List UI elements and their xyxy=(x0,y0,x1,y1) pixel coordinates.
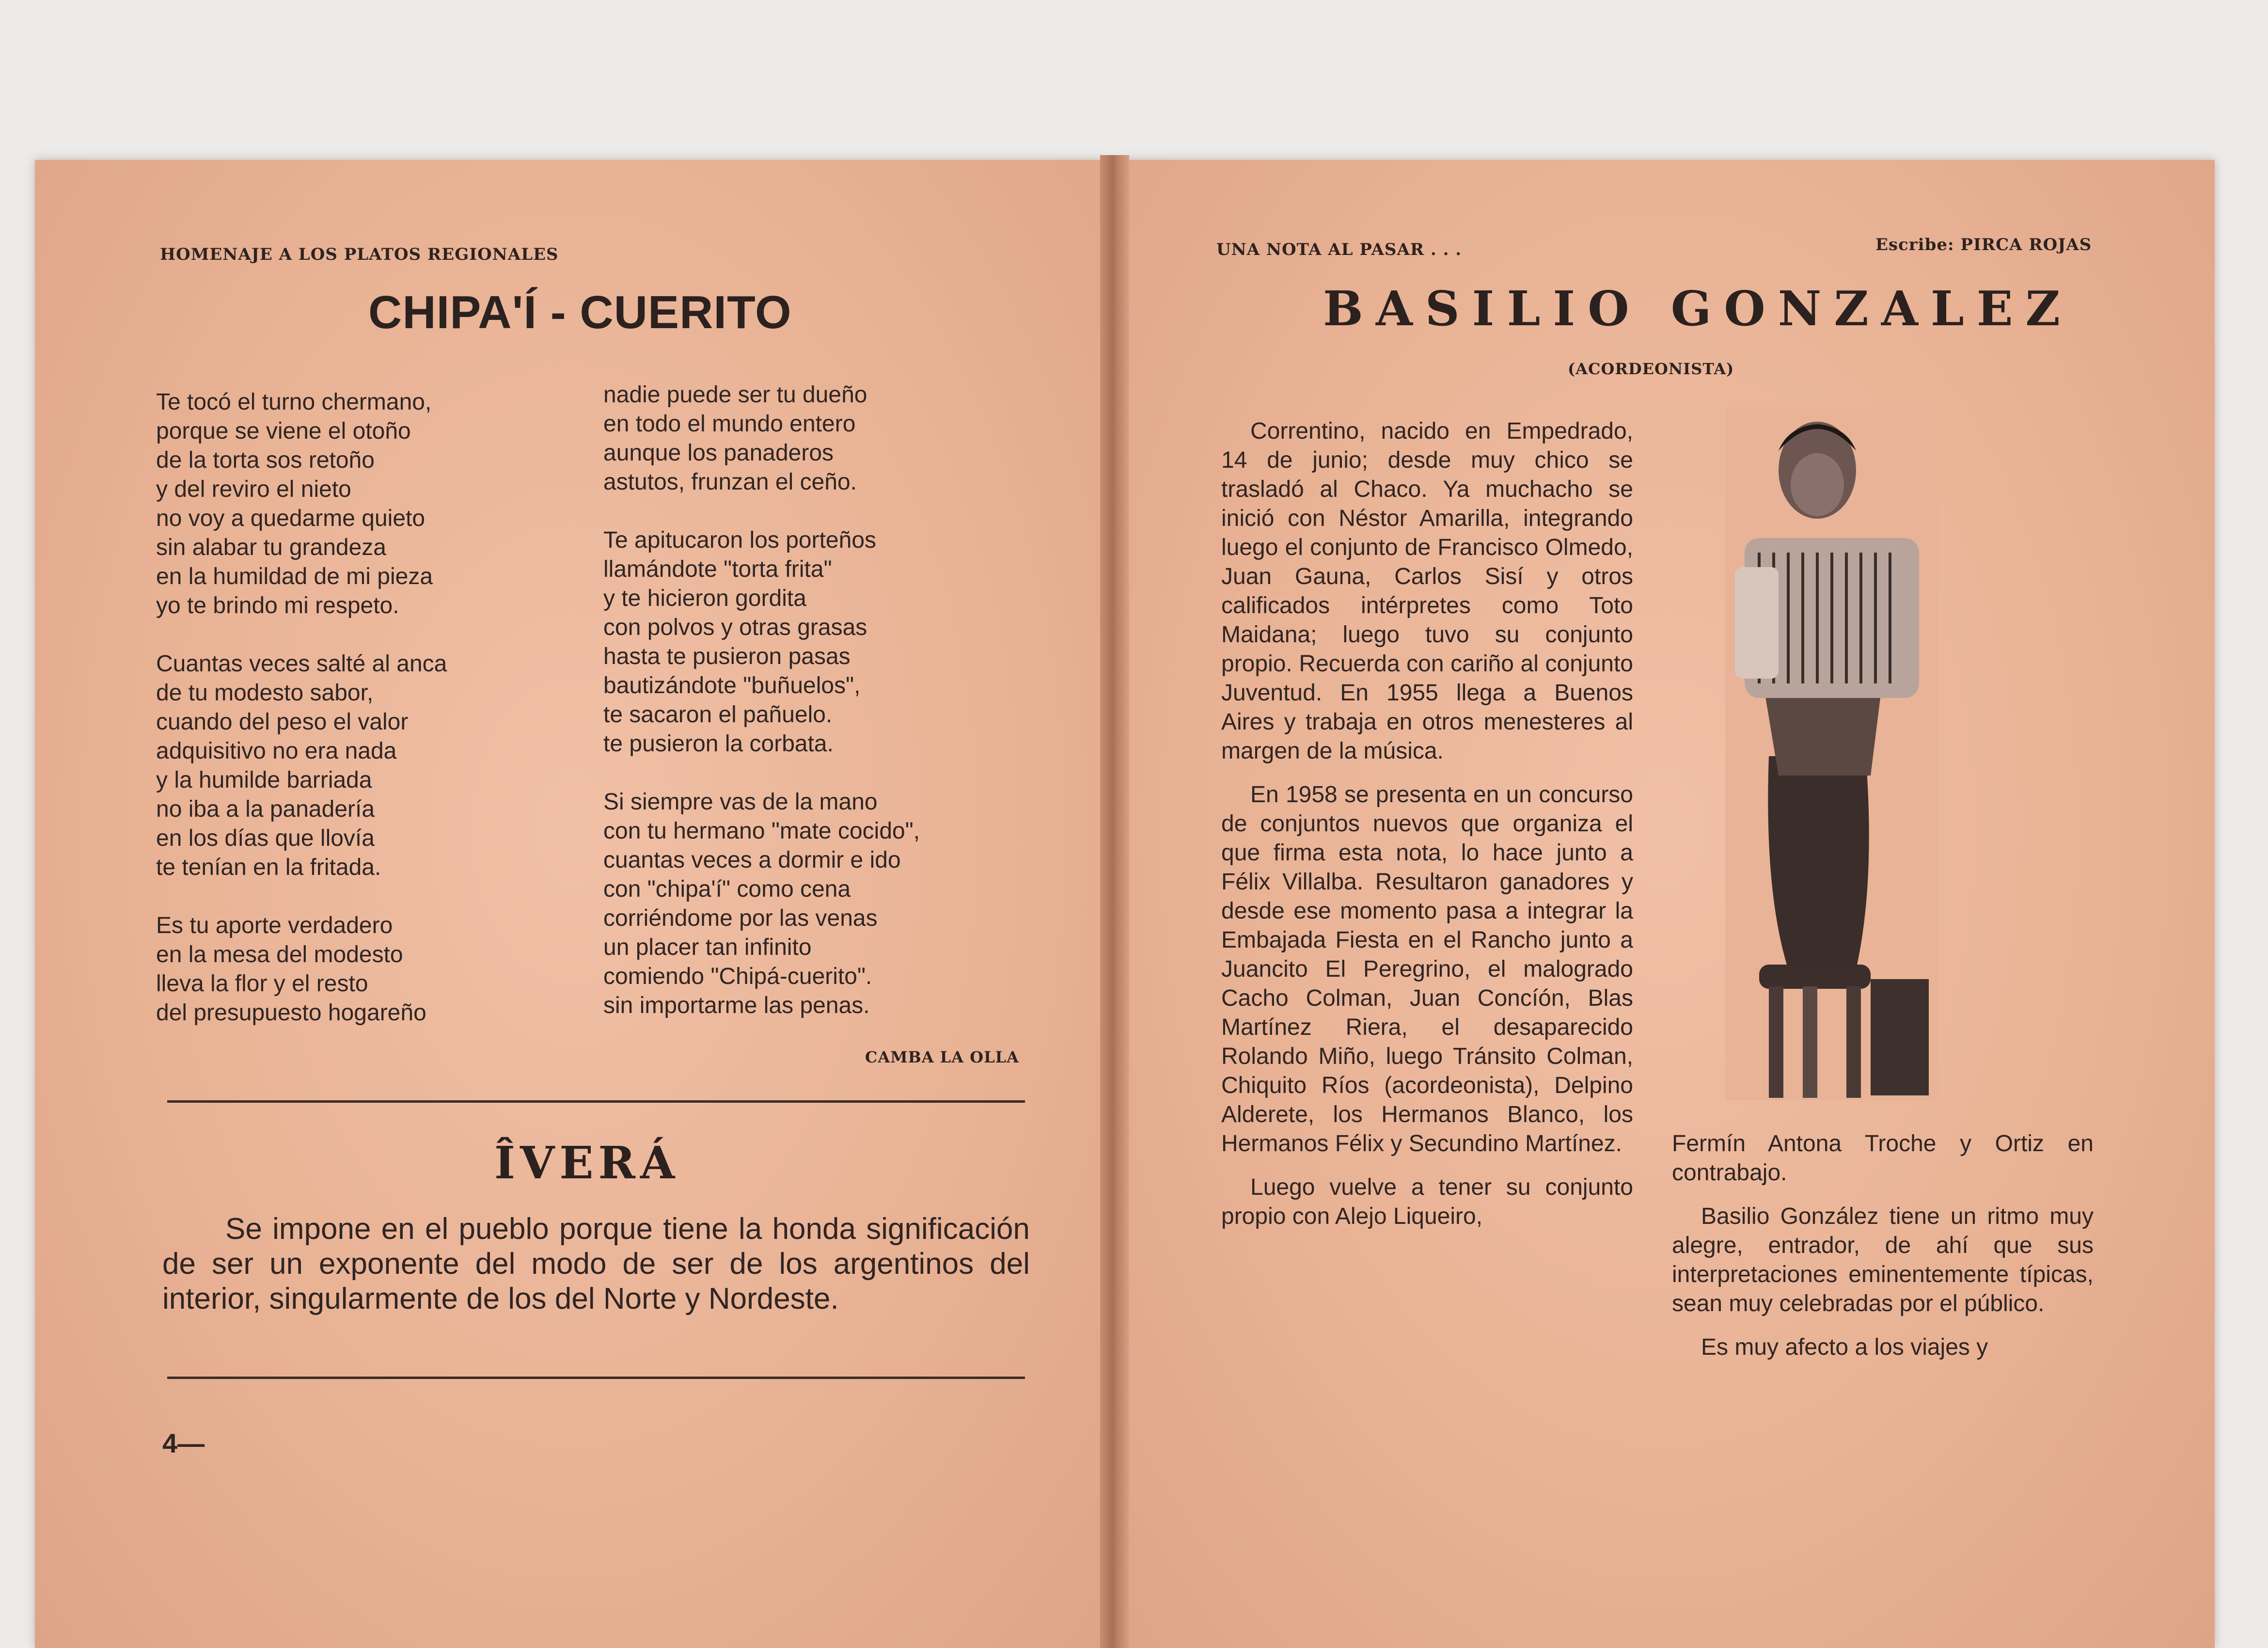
section-text: Se impone en el pueblo porque tiene la honda significación de ser un exponente del modo de ser de los argentinos del interior, singularmente de los del Norte y Nordeste. xyxy=(162,1212,1030,1315)
article-paragraph: En 1958 se presenta en un concurso de conjuntos nuevos que organiza el que firma esta nota, lo hace junto a Félix Villalba. Resultaron ganadores y desde ese momento pasa a integrar la Embajada Fiesta en el Rancho junto a Juancito El Peregrino, el malogrado Cacho Colman, Juan Concíón, Blas Martínez Riera, el desaparecido Rolando Miño, luego Tránsito Colman, Chiquito Ríos (acordeonista), Delpino Alderete, los Hermanos Blanco, los Hermanos Félix y Secundino Martínez. xyxy=(1221,782,1633,1157)
article-paragraph: Correntino, nacido en Empedrado, 14 de junio; desde muy chico se trasladó al Chaco. Ya muchacho se inició con Néstor Amarilla, integrando luego el conjunto de Francisco Olmedo, Juan Gauna, Carlos Sisí y otros calificados intérpretes como Toto Maidana; luego tuvo su conjunto propio. Recuerda con cariño al conjunto Juventud. En 1955 llega a Buenos Aires y trabaja en otros menesteres al margen de la música. xyxy=(1221,418,1633,764)
right-title: BASILIO GONZALEZ xyxy=(1323,281,2073,337)
article-column-1 xyxy=(1221,417,1633,1246)
article-paragraph: Fermín Antona Troche y Ortiz en contrabajo. xyxy=(1672,1131,2094,1186)
divider-bottom xyxy=(167,1377,1025,1379)
book-spine xyxy=(1100,155,1129,1648)
article-paragraph: Es muy afecto a los viajes y xyxy=(1701,1334,1988,1360)
article-column-2 xyxy=(1672,1129,2094,1377)
left-header: HOMENAJE A LOS PLATOS REGIONALES xyxy=(160,245,559,264)
stanza: Te apitucaron los porteños llamándote "torta frita" y te hicieron gordita con polvos y otras grasas hasta te pusieron pasas bautizándote "buñuelos", te sacaron el pañuelo. te pusieron la corbata. xyxy=(603,527,877,757)
poem-column-2 xyxy=(603,380,1040,1049)
stanza: Te tocó el turno chermano, porque se viene el otoño de la torta sos retoño y del reviro el nieto no voy a quedarme quieto sin alabar tu grandeza en la humildad de mi pieza yo te brindo mi respeto. xyxy=(156,389,433,618)
stanza: nadie puede ser tu dueño en todo el mundo entero aunque los panaderos astutos, frunzan el ceño. xyxy=(603,382,867,495)
poem-column-1 xyxy=(156,388,573,1057)
stanza: Si siempre vas de la mano con tu hermano "mate cocido", cuantas veces a dormir e ido con "chipa'í" como cena corriéndome por las venas un placer tan infinito comiendo "Chipá-cuerito". sin importarme las penas. xyxy=(603,789,920,1018)
section-title: ÎVERÁ xyxy=(494,1137,680,1189)
divider-top xyxy=(167,1100,1025,1103)
right-subtitle: (ACORDEONISTA) xyxy=(1568,360,1734,378)
page-number: 4— xyxy=(162,1428,205,1458)
right-header-left: UNA NOTA AL PASAR . . . xyxy=(1216,240,1462,259)
stanza: Es tu aporte verdadero en la mesa del modesto lleva la flor y el resto del presupuesto hogareño xyxy=(156,913,426,1026)
article-paragraph: Basilio González tiene un ritmo muy alegre, entrador, de ahí que sus interpretaciones eminentemente típicas, sean muy celebradas por el público. xyxy=(1672,1204,2094,1316)
right-header-author: Escribe: PIRCA ROJAS xyxy=(1875,235,2092,254)
accordionist-photo xyxy=(1725,407,1938,1100)
poem-signature: CAMBA LA OLLA xyxy=(865,1048,1019,1066)
stanza: Cuantas veces salté al anca de tu modesto sabor, cuando del peso el valor adquisitivo no era nada y la humilde barriada no iba a la panadería en los días que llovía te tenían en la fritada. xyxy=(156,651,447,880)
article-paragraph: Luego vuelve a tener su conjunto propio con Alejo Liqueiro, xyxy=(1221,1174,1633,1229)
left-title: CHIPA'Í - CUERITO xyxy=(368,286,792,338)
